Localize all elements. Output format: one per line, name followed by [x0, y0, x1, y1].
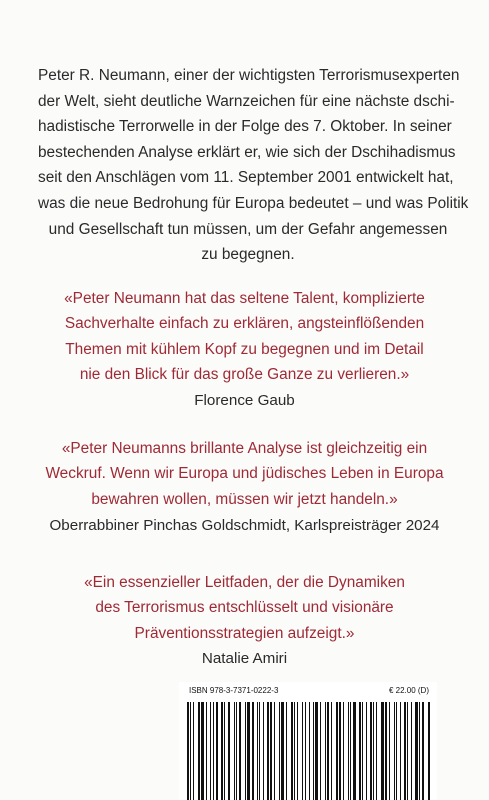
barcode-bar: [394, 702, 395, 800]
blurb-quote-goldschmidt: [0, 436, 489, 512]
quote-line: «Peter Neumanns brillante Analyse ist gleichzeitig ein: [61, 440, 428, 457]
quote-line: «Peter Neumann hat das seltene Talent, komplizierte: [64, 290, 425, 307]
isbn-line: [189, 686, 429, 695]
book-description: [38, 63, 469, 268]
barcode-bar: [348, 702, 349, 800]
barcode-bar: [281, 702, 284, 800]
barcode-bar: [259, 702, 260, 800]
barcode-bar: [187, 702, 189, 800]
barcode-bar: [422, 702, 424, 800]
description-line: seit den Anschlägen vom 11. September 2001 entwickelt hat,: [38, 169, 454, 187]
quote-line: «Ein essenzieller Leitfaden, der die Dynamiken: [84, 574, 405, 591]
barcode-bar: [331, 702, 332, 800]
barcode-bar: [198, 702, 200, 800]
barcode-bar: [224, 702, 225, 800]
barcode-bar: [396, 702, 398, 800]
barcode-bar: [239, 702, 241, 800]
barcode-bar: [327, 702, 329, 800]
barcode-bar: [343, 702, 344, 800]
barcode-bar: [279, 702, 280, 800]
barcode-bar: [190, 702, 191, 800]
barcode-bar: [407, 702, 408, 800]
quote-author: Florence Gaub: [194, 392, 295, 409]
barcode-bar: [270, 702, 272, 800]
barcode-bar: [320, 702, 321, 800]
barcode-bar: [309, 702, 310, 800]
quote-line: Sachverhalte einfach zu erklären, angsteinflößenden: [64, 315, 425, 333]
barcode-bar: [193, 702, 194, 800]
barcode-bar: [263, 702, 264, 800]
barcode-bar: [302, 702, 304, 800]
barcode-bar: [234, 702, 235, 800]
barcode-bar: [428, 702, 430, 800]
barcode-bar: [389, 702, 390, 800]
description-line: was die neue Bedrohung für Europa bedeutet – und was Politik: [38, 194, 469, 212]
barcode-bar: [366, 702, 367, 800]
quote-line: nie den Blick für das große Ganze zu verlieren.»: [79, 366, 410, 384]
quote-line: Präventionsstrategien aufzeigt.»: [134, 624, 355, 642]
barcode-bar: [247, 702, 250, 800]
barcode-bar: [216, 702, 218, 800]
barcode-bar: [350, 702, 351, 800]
barcode-bar: [213, 702, 214, 800]
description-line: zu begegnen.: [201, 246, 295, 264]
barcode-bar: [228, 702, 231, 800]
barcode-bar: [411, 702, 412, 800]
quote-line: bewahren wollen, müssen wir jetzt handeln.»: [91, 490, 398, 508]
description-line: der Welt, sieht deutliche Warnzeichen für eine nächste dschi-: [38, 92, 455, 110]
barcode-bar: [245, 702, 246, 800]
barcode-bar: [385, 702, 387, 800]
barcode-bar: [404, 702, 406, 800]
barcode-bar: [359, 702, 361, 800]
barcode-bar: [274, 702, 275, 800]
quote-author: Natalie Amiri: [201, 650, 288, 667]
barcode-bar: [252, 702, 254, 800]
barcode-bar: [370, 702, 372, 800]
barcode-bar: [381, 702, 384, 800]
barcode-bar: [419, 702, 420, 800]
barcode-bar: [221, 702, 223, 800]
description-line: bestechenden Analyse erklärt er, wie sich der Dschihadismus: [38, 143, 456, 161]
barcode-bar: [313, 702, 314, 800]
barcode-bar: [376, 702, 377, 800]
quote-line: Weckruf. Wenn wir Europa und jüdisches Leben in Europa: [45, 465, 444, 483]
barcode-bar: [257, 702, 258, 800]
quote-line: Themen mit kühlem Kopf zu begegnen und im Detail: [65, 340, 424, 358]
barcode-bar: [339, 702, 341, 800]
barcode-bar: [373, 702, 374, 800]
description-line: und Gesellschaft tun müssen, um der Gefahr angemessen: [48, 220, 448, 238]
barcode-bar: [325, 702, 326, 800]
barcode-bar: [336, 702, 338, 800]
description-line: hadistische Terrorwelle in der Folge des 7. Oktober. In seiner: [38, 118, 452, 136]
price-label: € 22.00 (D): [388, 686, 429, 695]
blurb-quote-amiri: [0, 570, 489, 646]
barcode-bar: [353, 702, 356, 800]
quote-author: Oberrabbiner Pinchas Goldschmidt, Karlspreisträger 2024: [49, 517, 440, 534]
isbn-number: ISBN 978-3-7371-0222-3: [189, 686, 279, 695]
barcode-bar: [291, 702, 293, 800]
barcode-bar: [267, 702, 269, 800]
barcode-bar: [286, 702, 287, 800]
barcode-bar: [415, 702, 418, 800]
barcode-bar: [294, 702, 295, 800]
barcode-bar: [362, 702, 363, 800]
blurb-quote-gaub: [0, 286, 489, 388]
barcode-icon: [187, 702, 431, 800]
barcode-bar: [236, 702, 237, 800]
barcode-bar: [305, 702, 307, 800]
description-line: Peter R. Neumann, einer der wichtigsten Terrorismusexperten: [38, 67, 460, 84]
barcode-bar: [315, 702, 318, 800]
barcode-panel: [179, 682, 437, 800]
barcode-bar: [206, 702, 207, 800]
barcode-bar: [210, 702, 211, 800]
quote-line: des Terrorismus entschlüsselt und visionäre: [95, 599, 394, 617]
barcode-bar: [201, 702, 204, 800]
barcode-bar: [297, 702, 298, 800]
barcode-bar: [400, 702, 401, 800]
